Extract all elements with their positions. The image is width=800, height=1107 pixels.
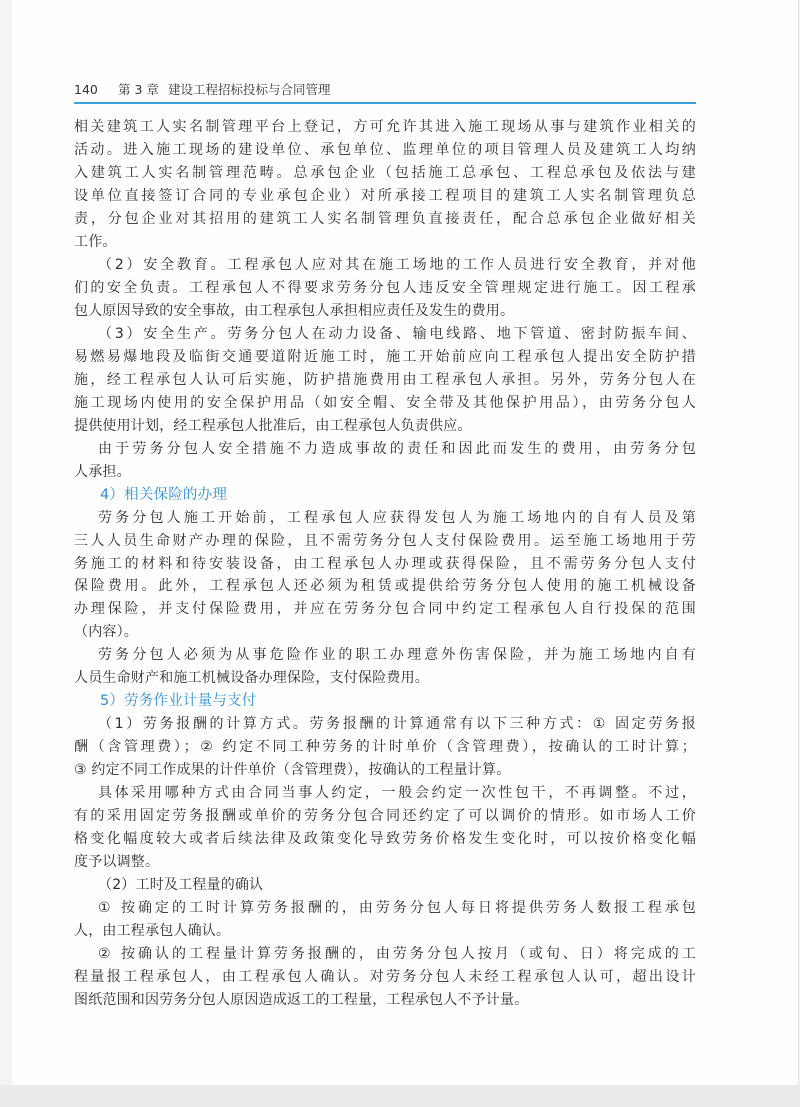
body-line: （内容）。 — [74, 624, 138, 640]
body-line: 包人原因导致的安全事故，由工程承包人承担相应责任及发生的费用。 — [74, 303, 515, 319]
body-line: 提供使用计划，经工程承包人批准后，由工程承包人负责供应。 — [74, 418, 472, 434]
body-line: 入建筑工人实名制管理范畴。总承包企业（包括施工总承包、工程总承包及依法与建 — [74, 165, 696, 181]
body-line: 相关建筑工人实名制管理平台上登记，方可允许其进入施工现场从事与建筑作业相关的 — [74, 119, 696, 135]
chapter-label: 第 3 章 — [118, 82, 159, 97]
body-line: ③ 约定不同工作成果的计件单价（含管理费），按确认的工程量计算。 — [74, 762, 511, 778]
body-line: 人员生命财产和施工机械设备办理保险，支付保险费用。 — [74, 670, 429, 686]
body-line: 保险费用。此外，工程承包人还必须为租赁或提供给劳务分包人使用的施工机械设备 — [74, 578, 696, 594]
body-line: 劳务分包人必须为从事危险作业的职工办理意外伤害保险，并为施工场地内自有 — [98, 647, 696, 663]
body-line: 易燃易爆地段及临街交通要道附近施工时，施工开始前应向工程承包人提出安全防护措 — [74, 349, 696, 365]
body-line: 劳务分包人施工开始前，工程承包人应获得发包人为施工场地内的自有人员及第 — [98, 510, 696, 526]
body-line: 具体采用哪种方式由合同当事人约定，一般会约定一次性包干，不再调整。不过， — [98, 785, 696, 801]
page-number: 140 — [74, 82, 98, 97]
body-line: 责，分包企业对其招用的建筑工人实名制管理负直接责任，配合总承包企业做好相关 — [74, 211, 696, 227]
book-title: 建设工程招标投标与合同管理 — [168, 82, 331, 97]
body-line: 由于劳务分包人安全措施不力造成事故的责任和因此而发生的费用，由劳务分包 — [98, 441, 696, 457]
body-line: （2）安全教育。工程承包人应对其在施工场地的工作人员进行安全教育，并对他 — [98, 257, 696, 273]
body-line: 有的采用固定劳务报酬或单价的劳务分包合同还约定了可以调价的情形。如市场人工价 — [74, 808, 696, 824]
body-line: 酬（含管理费）；② 约定不同工种劳务的计时单价（含管理费），按确认的工时计算； — [74, 739, 696, 755]
body-line: 格变化幅度较大或者后续法律及政策变化导致劳务价格发生变化时，可以按价格变化幅 — [74, 831, 696, 847]
section-heading: 4）相关保险的办理 — [100, 487, 228, 503]
body-line: 度予以调整。 — [74, 854, 160, 870]
body-line: 程量报工程承包人，由工程承包人确认。对劳务分包人未经工程承包人认可，超出设计 — [74, 969, 696, 985]
running-header — [74, 80, 696, 100]
body-line: 们的安全负责。工程承包人不得要求劳务分包人违反安全管理规定进行施工。因工程承 — [74, 280, 696, 296]
body-line: 施，经工程承包人认可后实施，防护措施费用由工程承包人承担。另外，劳务分包人在 — [74, 372, 696, 388]
body-line: 办理保险，并支付保险费用，并应在劳务分包合同中约定工程承包人自行投保的范围 — [74, 601, 696, 617]
body-line: 人，由工程承包人确认。 — [74, 923, 231, 939]
body-line: 人承担。 — [74, 464, 131, 480]
body-line: 务施工的材料和待安装设备，由工程承包人办理或获得保险，且不需劳务分包人支付 — [74, 556, 696, 572]
scan-bottom-edge — [0, 1085, 800, 1107]
body-line: 三人人员生命财产办理的保险，且不需劳务分包人支付保险费用。运至施工场地用于劳 — [74, 533, 696, 549]
body-line: 图纸范围和因劳务分包人原因造成返工的工程量，工程承包人不予计量。 — [74, 992, 529, 1008]
body-line: ② 按确认的工程量计算劳务报酬的，由劳务分包人按月（或旬、日）将完成的工 — [98, 946, 696, 962]
body-line: （2）工时及工程量的确认 — [98, 877, 264, 893]
body-line: （1）劳务报酬的计算方式。劳务报酬的计算通常有以下三种方式：① 固定劳务报 — [98, 716, 696, 732]
body-line: ① 按确定的工时计算劳务报酬的，由劳务分包人每日将提供劳务人数报工程承包 — [98, 900, 696, 916]
body-line: 施工现场内使用的安全保护用品（如安全帽、安全带及其他保护用品），由劳务分包人 — [74, 395, 696, 411]
body-line: 工作。 — [74, 234, 117, 250]
body-line: 设单位直接签订合同的专业承包企业）对所承接工程项目的建筑工人实名制管理负总 — [74, 188, 696, 204]
body-line: 活动。进入施工现场的建设单位、承包单位、监理单位的项目管理人员及建筑工人均纳 — [74, 142, 696, 158]
body-line: （3）安全生产。劳务分包人在动力设备、输电线路、地下管道、密封防振车间、 — [98, 326, 696, 342]
section-heading: 5）劳务作业计量与支付 — [100, 693, 257, 709]
header-rule — [74, 102, 696, 104]
